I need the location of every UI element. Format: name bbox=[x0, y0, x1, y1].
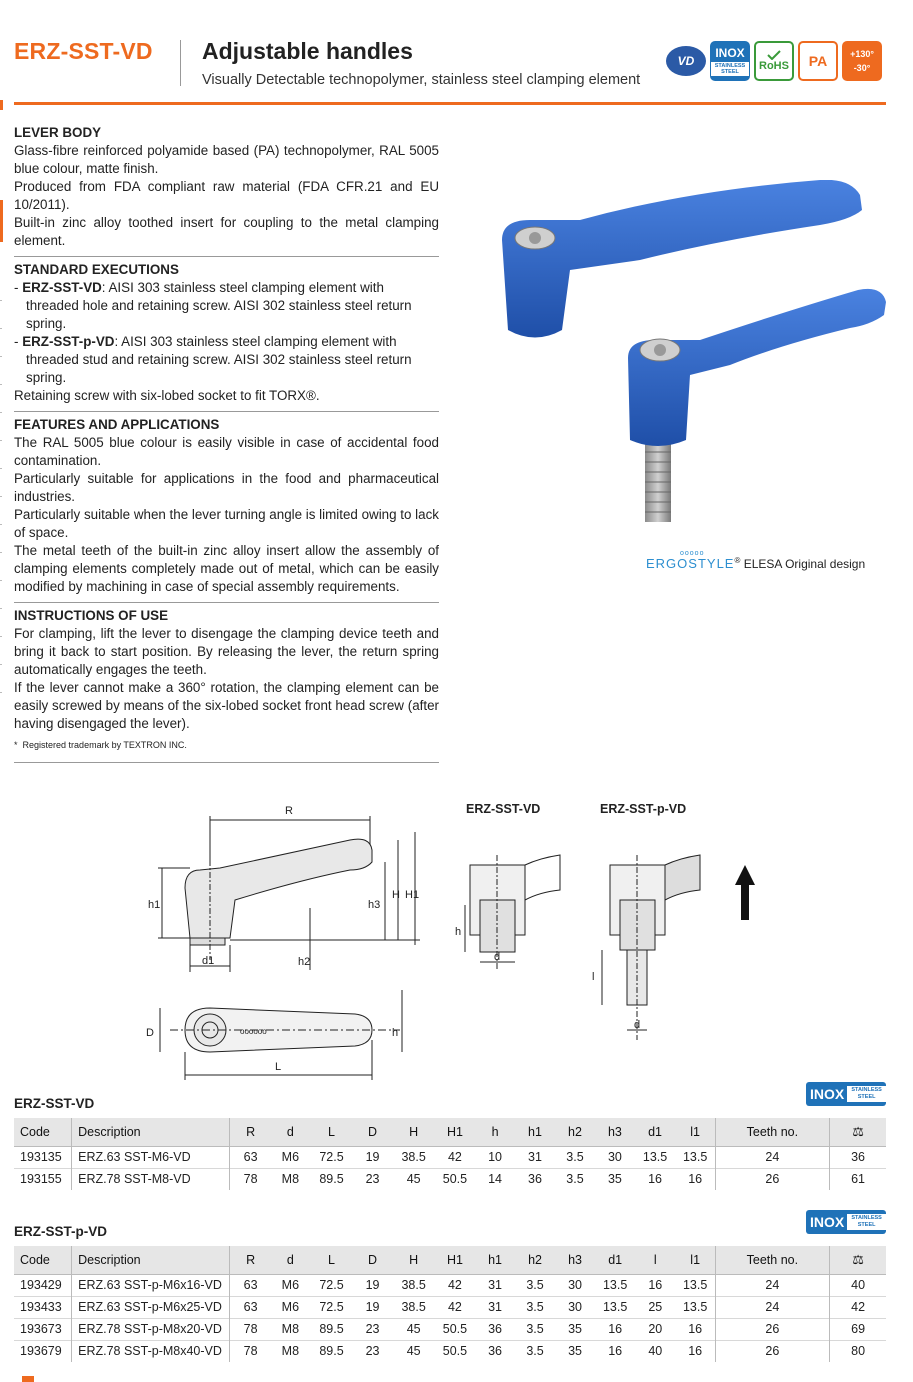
inox-badge-label: INOX bbox=[715, 46, 745, 60]
execution-text: : AISI 303 stainless steel clamping element with threaded stud and retaining screw. AISI 302 stainless steel return spring. bbox=[26, 334, 412, 385]
execution-code: ERZ-SST-p-VD bbox=[22, 334, 115, 349]
table-title-pvd: ERZ-SST-p-VD bbox=[14, 1224, 107, 1239]
ergostyle-reg: ® bbox=[734, 556, 741, 565]
cell: 42 bbox=[830, 1296, 886, 1318]
cell: 19 bbox=[353, 1274, 392, 1296]
cell: 16 bbox=[635, 1274, 676, 1296]
certification-badges bbox=[666, 40, 882, 82]
dim-H: H bbox=[392, 889, 400, 901]
cell-description: ERZ.78 SST-p-M8x40-VD bbox=[72, 1340, 230, 1362]
vd-badge-label: VD bbox=[677, 54, 695, 68]
col-header: l1 bbox=[690, 1252, 701, 1267]
inox-badge bbox=[710, 41, 750, 81]
dim-dots: oooooo bbox=[240, 1027, 267, 1036]
dim-R: R bbox=[285, 805, 293, 817]
cell: 50.5 bbox=[435, 1318, 474, 1340]
rohs-badge bbox=[754, 41, 794, 81]
cell-code: 193155 bbox=[14, 1168, 72, 1190]
cell: 3.5 bbox=[516, 1318, 555, 1340]
check-icon bbox=[767, 50, 781, 60]
footer-logo-mark bbox=[22, 1376, 34, 1382]
cell: 38.5 bbox=[392, 1296, 435, 1318]
cell: 26 bbox=[715, 1340, 830, 1362]
dim-l: l bbox=[592, 971, 595, 983]
cell: 30 bbox=[555, 1274, 596, 1296]
cell: 40 bbox=[830, 1274, 886, 1296]
cell: 40 bbox=[635, 1340, 676, 1362]
col-header: H bbox=[409, 1252, 419, 1267]
product-code: ERZ-SST-VD bbox=[14, 38, 153, 64]
footer-logo-fragment bbox=[14, 1376, 74, 1382]
cell: M6 bbox=[271, 1146, 310, 1168]
features-text: The metal teeth of the built-in zinc alloy insert allow the assembly of clamping elements completely made out of metal, which can be easily modified by machining in case of special assembly requirements. bbox=[14, 543, 439, 594]
col-header: Code bbox=[20, 1124, 50, 1139]
title-separator bbox=[180, 40, 181, 86]
table-row bbox=[14, 1168, 886, 1190]
drawing-label-pvd: ERZ-SST-p-VD bbox=[600, 802, 687, 816]
cell: 3.5 bbox=[516, 1274, 555, 1296]
cell: M8 bbox=[271, 1340, 310, 1362]
cell: 45 bbox=[392, 1168, 435, 1190]
col-header: R bbox=[230, 1246, 271, 1274]
cell: M6 bbox=[271, 1274, 310, 1296]
cell: 63 bbox=[230, 1146, 271, 1168]
cell: 42 bbox=[435, 1146, 474, 1168]
inox-tag-sub: STAINLESS STEEL bbox=[847, 1214, 886, 1230]
cell: 89.5 bbox=[310, 1340, 353, 1362]
inox-badge-sub: STAINLESS STEEL bbox=[711, 62, 749, 76]
weight-icon: ⚖ bbox=[830, 1246, 886, 1274]
cell: 16 bbox=[595, 1340, 634, 1362]
table-row bbox=[14, 1146, 886, 1168]
technical-drawing bbox=[140, 800, 780, 1090]
cell: 61 bbox=[830, 1168, 886, 1190]
cell: 35 bbox=[595, 1168, 634, 1190]
lever-body-text: Produced from FDA compliant raw material (FDA CFR.21 and EU 10/2011). bbox=[14, 179, 439, 212]
dim-h2: h2 bbox=[298, 956, 311, 968]
cell: 24 bbox=[715, 1296, 830, 1318]
cell: 30 bbox=[595, 1146, 634, 1168]
cell: 13.5 bbox=[676, 1296, 715, 1318]
temp-low: -30° bbox=[853, 63, 871, 73]
cell: 78 bbox=[230, 1340, 271, 1362]
section-divider bbox=[14, 762, 439, 763]
temp-high: +130° bbox=[850, 49, 874, 59]
cell: 16 bbox=[595, 1318, 634, 1340]
cell: 14 bbox=[475, 1168, 516, 1190]
col-header: h2 bbox=[568, 1124, 582, 1139]
cell: 19 bbox=[353, 1146, 392, 1168]
cell: 24 bbox=[715, 1274, 830, 1296]
cell: 50.5 bbox=[435, 1340, 474, 1362]
dim-h-section: h bbox=[455, 926, 462, 938]
col-header: d1 bbox=[648, 1124, 663, 1139]
col-header: h2 bbox=[528, 1252, 542, 1267]
cell: 35 bbox=[555, 1318, 596, 1340]
cell: 31 bbox=[475, 1296, 516, 1318]
col-header: R bbox=[230, 1118, 271, 1146]
trademark-asterisk: * bbox=[14, 740, 18, 750]
cell: 31 bbox=[475, 1274, 516, 1296]
page-title: Adjustable handles bbox=[202, 38, 413, 64]
inox-tag-label: INOX bbox=[810, 1214, 845, 1230]
cell: 3.5 bbox=[516, 1296, 555, 1318]
lever-body-text: Built-in zinc alloy toothed insert for coupling to the metal clamping element. bbox=[14, 215, 439, 248]
cell: 24 bbox=[715, 1146, 830, 1168]
product-photo bbox=[490, 180, 890, 540]
cell: 23 bbox=[353, 1340, 392, 1362]
cell: 78 bbox=[230, 1318, 271, 1340]
col-header: d bbox=[286, 1124, 294, 1139]
cell: 20 bbox=[635, 1318, 676, 1340]
cell: 72.5 bbox=[310, 1296, 353, 1318]
lever-body-heading: LEVER BODY bbox=[14, 125, 102, 140]
cell: 89.5 bbox=[310, 1168, 353, 1190]
table-row bbox=[14, 1274, 886, 1296]
cell: 78 bbox=[230, 1168, 271, 1190]
drawing-label-vd: ERZ-SST-VD bbox=[466, 802, 541, 816]
cell: 45 bbox=[392, 1340, 435, 1362]
cell: 16 bbox=[676, 1340, 715, 1362]
cell: 42 bbox=[435, 1296, 474, 1318]
dim-h3: h3 bbox=[368, 899, 381, 911]
cell-code: 193673 bbox=[14, 1318, 72, 1340]
table-block-vd bbox=[14, 1082, 886, 1190]
torx-note: Retaining screw with six-lobed socket to fit TORX®. bbox=[14, 388, 320, 403]
inox-tag bbox=[806, 1082, 886, 1106]
up-arrow-icon bbox=[735, 865, 755, 920]
cell: 13.5 bbox=[676, 1274, 715, 1296]
section-drawing-pvd bbox=[602, 855, 700, 1040]
dim-d-section: d bbox=[494, 951, 501, 963]
col-header: d bbox=[286, 1252, 294, 1267]
section-drawing-vd bbox=[465, 855, 560, 970]
section-divider bbox=[14, 602, 439, 603]
cell: 16 bbox=[676, 1318, 715, 1340]
cell-code: 193433 bbox=[14, 1296, 72, 1318]
cell: 89.5 bbox=[310, 1318, 353, 1340]
dim-D: D bbox=[146, 1027, 154, 1039]
dim-d1: d1 bbox=[202, 955, 215, 967]
ergostyle-dots: ooooo bbox=[680, 550, 705, 557]
col-header: H1 bbox=[446, 1124, 463, 1139]
cell: 19 bbox=[353, 1296, 392, 1318]
trademark-text: Registered trademark by TEXTRON INC. bbox=[22, 740, 187, 750]
cell: 63 bbox=[230, 1274, 271, 1296]
cell-code: 193135 bbox=[14, 1146, 72, 1168]
cell: 63 bbox=[230, 1296, 271, 1318]
cell: 30 bbox=[555, 1296, 596, 1318]
cell-description: ERZ.63 SST-p-M6x16-VD bbox=[72, 1274, 230, 1296]
instructions-text: If the lever cannot make a 360° rotation, the clamping element can be easily screwed by means of the six-lobed socket front head screw (after having disengaged the lever). bbox=[14, 680, 439, 731]
col-header: h bbox=[491, 1124, 499, 1139]
cell: 10 bbox=[475, 1146, 516, 1168]
cell: 26 bbox=[715, 1168, 830, 1190]
cell: 16 bbox=[634, 1168, 675, 1190]
dim-L: L bbox=[275, 1061, 282, 1073]
col-header: D bbox=[368, 1252, 378, 1267]
section-divider bbox=[14, 411, 439, 412]
cell: 38.5 bbox=[392, 1146, 435, 1168]
weight-icon: ⚖ bbox=[830, 1118, 886, 1146]
dim-h1: h1 bbox=[148, 899, 161, 911]
ergostyle-tagline: ELESA Original design bbox=[743, 557, 866, 571]
instructions-heading: INSTRUCTIONS OF USE bbox=[14, 608, 168, 623]
ergostyle-logo bbox=[646, 556, 865, 571]
cell: 16 bbox=[676, 1168, 715, 1190]
features-heading: FEATURES AND APPLICATIONS bbox=[14, 417, 220, 432]
cell: 23 bbox=[353, 1318, 392, 1340]
cell: M8 bbox=[271, 1318, 310, 1340]
cell: 23 bbox=[353, 1168, 392, 1190]
execution-code: ERZ-SST-VD bbox=[22, 280, 102, 295]
page-subtitle: Visually Detectable technopolymer, stainless steel clamping element bbox=[202, 72, 641, 88]
cell: 3.5 bbox=[554, 1146, 595, 1168]
col-header: L bbox=[328, 1124, 335, 1139]
margin-ruler bbox=[0, 300, 2, 720]
col-header: l1 bbox=[690, 1124, 701, 1139]
cell-description: ERZ.78 SST-p-M8x20-VD bbox=[72, 1318, 230, 1340]
dimensions-table-pvd bbox=[14, 1246, 886, 1362]
trademark-note bbox=[14, 736, 439, 754]
cell: 26 bbox=[715, 1318, 830, 1340]
instructions-text: For clamping, lift the lever to disengage the clamping device teeth and bring it back to start position. By releasing the lever, the return spring automatically engages the teeth. bbox=[14, 626, 439, 677]
margin-marker bbox=[0, 200, 3, 242]
cell: 36 bbox=[475, 1340, 516, 1362]
page-header bbox=[14, 34, 886, 106]
cell: 50.5 bbox=[435, 1168, 474, 1190]
inox-tag-sub: STAINLESS STEEL bbox=[847, 1086, 886, 1102]
inox-tag bbox=[806, 1210, 886, 1234]
cell: 45 bbox=[392, 1318, 435, 1340]
col-header: Code bbox=[20, 1252, 50, 1267]
col-header: h3 bbox=[568, 1252, 582, 1267]
ergostyle-brand: ERGOSTYLE bbox=[646, 556, 735, 571]
table-header-row bbox=[14, 1118, 886, 1146]
dim-H1: H1 bbox=[405, 889, 420, 901]
features-text: The RAL 5005 blue colour is easily visible in case of accidental food contamination. bbox=[14, 435, 439, 468]
table-header-row bbox=[14, 1246, 886, 1274]
dim-d-stud: d bbox=[634, 1019, 641, 1031]
temperature-badge bbox=[842, 41, 882, 81]
cell: 3.5 bbox=[516, 1340, 555, 1362]
col-header: Teeth no. bbox=[715, 1246, 830, 1274]
cell: 36 bbox=[830, 1146, 886, 1168]
cell: 80 bbox=[830, 1340, 886, 1362]
handle-photo-pvd bbox=[628, 289, 886, 522]
pa-badge-label: PA bbox=[808, 53, 828, 69]
standard-executions-heading: STANDARD EXECUTIONS bbox=[14, 262, 179, 277]
inox-tag-label: INOX bbox=[810, 1086, 845, 1102]
cell: M8 bbox=[271, 1168, 310, 1190]
col-header: Description bbox=[72, 1118, 230, 1146]
cell: 36 bbox=[516, 1168, 555, 1190]
cell: 13.5 bbox=[595, 1274, 634, 1296]
cell: 25 bbox=[635, 1296, 676, 1318]
cell: M6 bbox=[271, 1296, 310, 1318]
section-divider bbox=[14, 256, 439, 257]
cell: 42 bbox=[435, 1274, 474, 1296]
rohs-badge-label: RoHS bbox=[759, 60, 789, 72]
description-column bbox=[14, 124, 439, 763]
pa-badge bbox=[798, 41, 838, 81]
table-row bbox=[14, 1340, 886, 1362]
col-header: Description bbox=[72, 1246, 230, 1274]
col-header: D bbox=[368, 1124, 378, 1139]
col-header: L bbox=[328, 1252, 335, 1267]
side-view-drawing bbox=[158, 816, 420, 972]
cell: 36 bbox=[475, 1318, 516, 1340]
cell-code: 193429 bbox=[14, 1274, 72, 1296]
lever-body-text: Glass-fibre reinforced polyamide based (PA) technopolymer, RAL 5005 blue colour, matte finish. bbox=[14, 143, 439, 176]
cell-description: ERZ.63 SST-p-M6x25-VD bbox=[72, 1296, 230, 1318]
col-header: h3 bbox=[607, 1124, 622, 1139]
cell-description: ERZ.78 SST-M8-VD bbox=[72, 1168, 230, 1190]
margin-marker bbox=[0, 100, 3, 110]
cell: 31 bbox=[516, 1146, 555, 1168]
vd-badge bbox=[666, 46, 706, 76]
cell: 13.5 bbox=[595, 1296, 634, 1318]
col-header: l bbox=[653, 1252, 657, 1267]
features-text: Particularly suitable when the lever turning angle is limited owing to lack of space. bbox=[14, 507, 439, 540]
col-header: h1 bbox=[528, 1124, 542, 1139]
cell: 3.5 bbox=[554, 1168, 595, 1190]
dimensions-table-vd bbox=[14, 1118, 886, 1190]
col-header: H bbox=[409, 1124, 419, 1139]
table-row bbox=[14, 1296, 886, 1318]
table-row bbox=[14, 1318, 886, 1340]
col-header: Teeth no. bbox=[715, 1118, 830, 1146]
table-block-pvd bbox=[14, 1210, 886, 1362]
features-text: Particularly suitable for applications in the food and pharmaceutical industries. bbox=[14, 471, 439, 504]
col-header: d1 bbox=[608, 1252, 623, 1267]
execution-text: : AISI 303 stainless steel clamping element with threaded hole and retaining screw. AISI 302 stainless steel return spring. bbox=[26, 280, 412, 331]
cell-code: 193679 bbox=[14, 1340, 72, 1362]
cell-description: ERZ.63 SST-M6-VD bbox=[72, 1146, 230, 1168]
cell: 13.5 bbox=[676, 1146, 715, 1168]
header-rule bbox=[14, 102, 886, 105]
cell: 72.5 bbox=[310, 1274, 353, 1296]
cell: 72.5 bbox=[310, 1146, 353, 1168]
execution-item: - ERZ-SST-p-VD: AISI 303 stainless steel clamping element with threaded stud and retaining screw. AISI 302 stainless steel return spring. bbox=[14, 334, 412, 385]
col-header: h1 bbox=[488, 1252, 503, 1267]
cell: 69 bbox=[830, 1318, 886, 1340]
dim-h: h bbox=[392, 1027, 399, 1039]
cell: 35 bbox=[555, 1340, 596, 1362]
cell: 38.5 bbox=[392, 1274, 435, 1296]
table-title-vd: ERZ-SST-VD bbox=[14, 1096, 95, 1111]
col-header: H1 bbox=[446, 1252, 463, 1267]
execution-item: - ERZ-SST-VD: AISI 303 stainless steel clamping element with threaded hole and retaining screw. AISI 302 stainless steel return spring. bbox=[14, 280, 412, 331]
cell: 13.5 bbox=[634, 1146, 675, 1168]
